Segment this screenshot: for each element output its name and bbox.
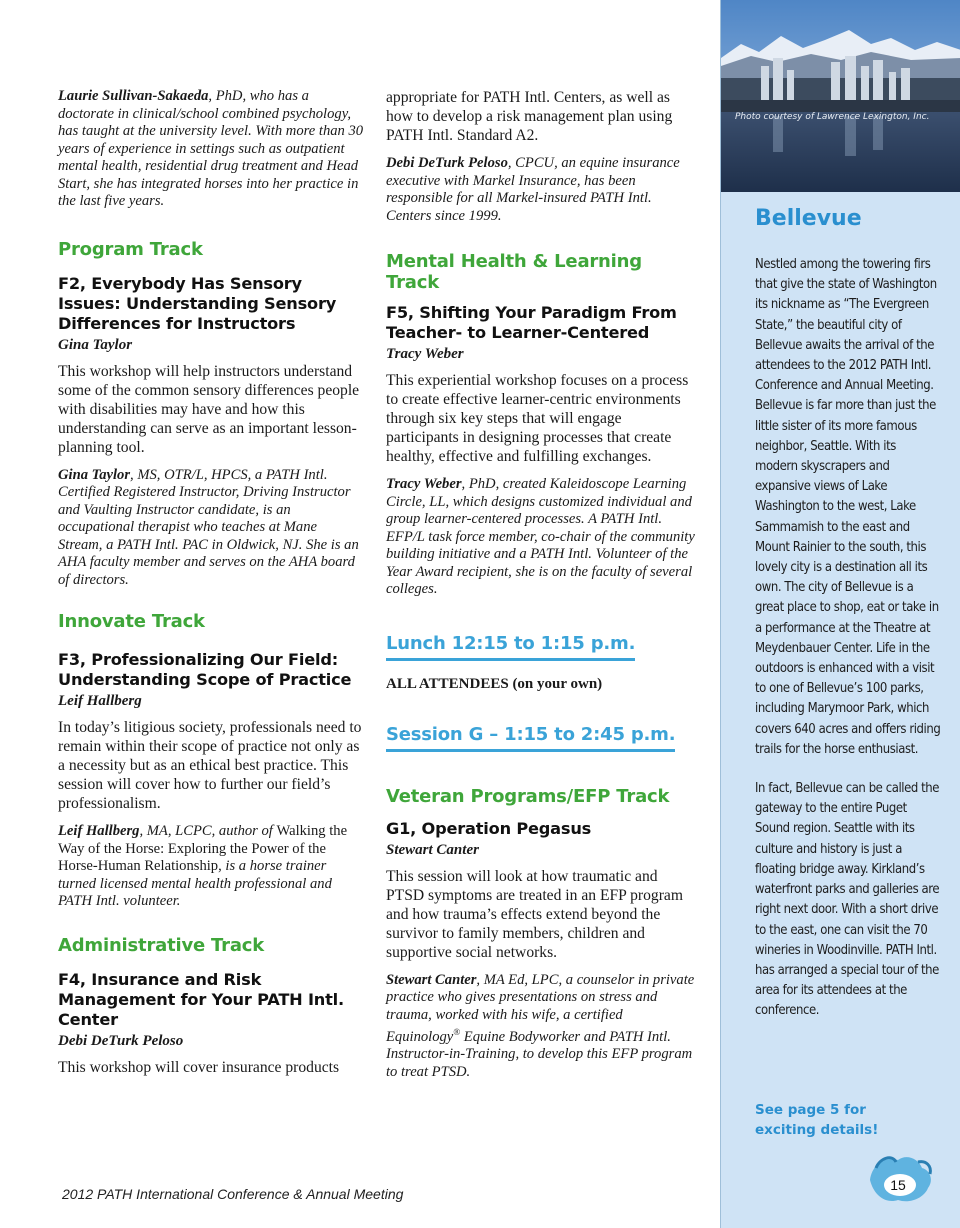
presenter-name: Debi DeTurk Peloso <box>58 1032 184 1049</box>
bio-laurie: Laurie Sullivan-Sakaeda, PhD, who has a doctorate in clinical/school combined psychology, has taught at the university level. With more than 30 years of experience in settings such as outpatient mental health, residential drug treatment and Head Start, she has integrated horses into her practice in the last five years. <box>58 88 364 209</box>
track-heading-innovate: Innovate Track <box>58 611 205 632</box>
column-middle <box>386 88 696 1091</box>
workshop-description: This experiential workshop focuses on a process to create effective learner-centric environments through six key steps that will engage participants in designing processes that create healthy, effective and fulfilling exchanges. <box>386 372 689 465</box>
workshop-title-g1: G1, Operation Pegasus <box>386 818 592 838</box>
bellevue-skyline-photo <box>721 0 960 192</box>
workshop-title-f2: F2, Everybody Has Sensory Issues: Understanding Sensory Differences for Instructors <box>58 273 337 333</box>
workshop-description-continued: appropriate for PATH Intl. Centers, as well as how to develop a risk management plan using PATH Intl. Standard A2. <box>386 89 673 144</box>
sidebar-text <box>755 254 941 1040</box>
lunch-note: ALL ATTENDEES (on your own) <box>386 675 603 692</box>
lunch-heading: Lunch 12:15 to 1:15 p.m. <box>386 633 635 661</box>
column-left <box>58 88 364 1087</box>
sidebar-paragraph: In fact, Bellevue can be called the gateway to the entire Puget Sound region. Seattle with its culture and history is just a floating bridge away. Kirkland’s waterfront parks and galleries are right next door. With a short drive to the east, one can visit the 70 wineries in Woodinville. PATH Intl. has arranged a special tour of the area for its attendees at the conference. <box>755 780 940 1019</box>
workshop-description: In today’s litigious society, professionals need to remain within their scope of practice not only as a necessity but as an ethical best practice. This session will cover how to further our field’s professionalism. <box>58 719 362 812</box>
sidebar-title: Bellevue <box>755 206 862 231</box>
track-heading-program: Program Track <box>58 238 203 260</box>
bio-tracy: Tracy Weber, PhD, created Kaleidoscope Learning Circle, LL, which designs customized individual and group learner-centered processes. A PATH Intl. EFP/L task force member, co-chair of the community building initiative and a PATH Intl. Volunteer of the Year Award recipient, she is on the faculty of several colleges. <box>386 476 695 597</box>
sidebar-bellevue <box>720 0 960 1228</box>
presenter-name: Stewart Canter <box>386 841 479 858</box>
photo-credit: Photo courtesy of Lawrence Lexington, Inc. <box>735 112 930 122</box>
workshop-title-f4: F4, Insurance and Risk Management for Your PATH Intl. Center <box>58 969 344 1029</box>
bio-name: Laurie Sullivan-Sakaeda <box>58 88 209 104</box>
presenter-name: Gina Taylor <box>58 336 133 353</box>
bio-stewart: Stewart Canter, MA Ed, LPC, a counselor in private practice who gives presentations on stress and trauma, worked with his wife, a certified Equinology® Equine Bodyworker and PATH Intl. Instructor-in-Training, to develop this EFP program to treat PTSD. <box>386 971 695 1080</box>
bio-leif: Leif Hallberg, MA, LCPC, author of Walking the Way of the Horse: Exploring the Power of the Horse-Human Relationship, is a horse trainer turned licensed mental health professional and PATH Intl. volunteer. <box>58 823 348 909</box>
bio-debi: Debi DeTurk Peloso, CPCU, an equine insurance executive with Markel Insurance, has been responsible for all Markel-insured PATH Intl. Centers since 1999. <box>386 155 680 224</box>
bio-gina: Gina Taylor, MS, OTR/L, HPCS, a PATH Intl. Certified Registered Instructor, Driving Instructor and Vaulting Instructor candidate, is an occupational therapist who teaches at Mane Stream, a PATH Intl. PAC in Oldwick, NJ. She is an AHA faculty member and serves on the AHA board of directors. <box>58 466 359 588</box>
track-heading-mental-health: Mental Health & Learning Track <box>386 251 642 293</box>
workshop-description: This workshop will help instructors understand some of the common sensory differences people with disabilities may have and how this understanding can serve as an important lesson-planning tool. <box>58 362 360 456</box>
footer-text: 2012 PATH International Conference & Annual Meeting <box>62 1186 404 1202</box>
presenter-name: Leif Hallberg <box>58 693 142 709</box>
workshop-description: This workshop will cover insurance products <box>58 1058 340 1076</box>
session-g-heading: Session G – 1:15 to 2:45 p.m. <box>386 724 675 752</box>
track-heading-administrative: Administrative Track <box>58 934 265 956</box>
see-page-note: See page 5 for exciting details! <box>755 1102 879 1138</box>
page-number: 15 <box>890 1177 906 1193</box>
workshop-title-f3: F3, Professionalizing Our Field: Understanding Scope of Practice <box>58 650 352 689</box>
sidebar-paragraph: Nestled among the towering firs that give the state of Washington its nickname as “The Evergreen State,” the beautiful city of Bellevue awaits the arrival of the attendees to the 2012 PATH Intl. Conference and Annual Meeting. Bellevue is far more than just the little sister of its more famous neighbor, Seattle. With its modern skyscrapers and expansive views of Lake Washington to the west, Lake Sammamish to the east and Mount Rainier to the south, this lovely city is a destination all its own. The city of Bellevue is a great place to shop, eat or take in a performance at the Theatre at Meydenbauer Center. Life in the outdoors is enhanced with a visit to one of Bellevue’s 100 parks, including Marymoor Park, which covers 640 acres and offers riding trails for the horse enthusiast. <box>755 256 941 757</box>
presenter-name: Tracy Weber <box>386 346 464 362</box>
workshop-description: This session will look at how traumatic and PTSD symptoms are treated in an EFP program and how trauma’s effects extend beyond the survivor to family members, children and supportive social networks. <box>386 867 683 961</box>
workshop-title-f5: F5, Shifting Your Paradigm From Teacher- to Learner-Centered <box>386 303 677 342</box>
track-heading-veteran: Veteran Programs/EFP Track <box>386 785 670 807</box>
